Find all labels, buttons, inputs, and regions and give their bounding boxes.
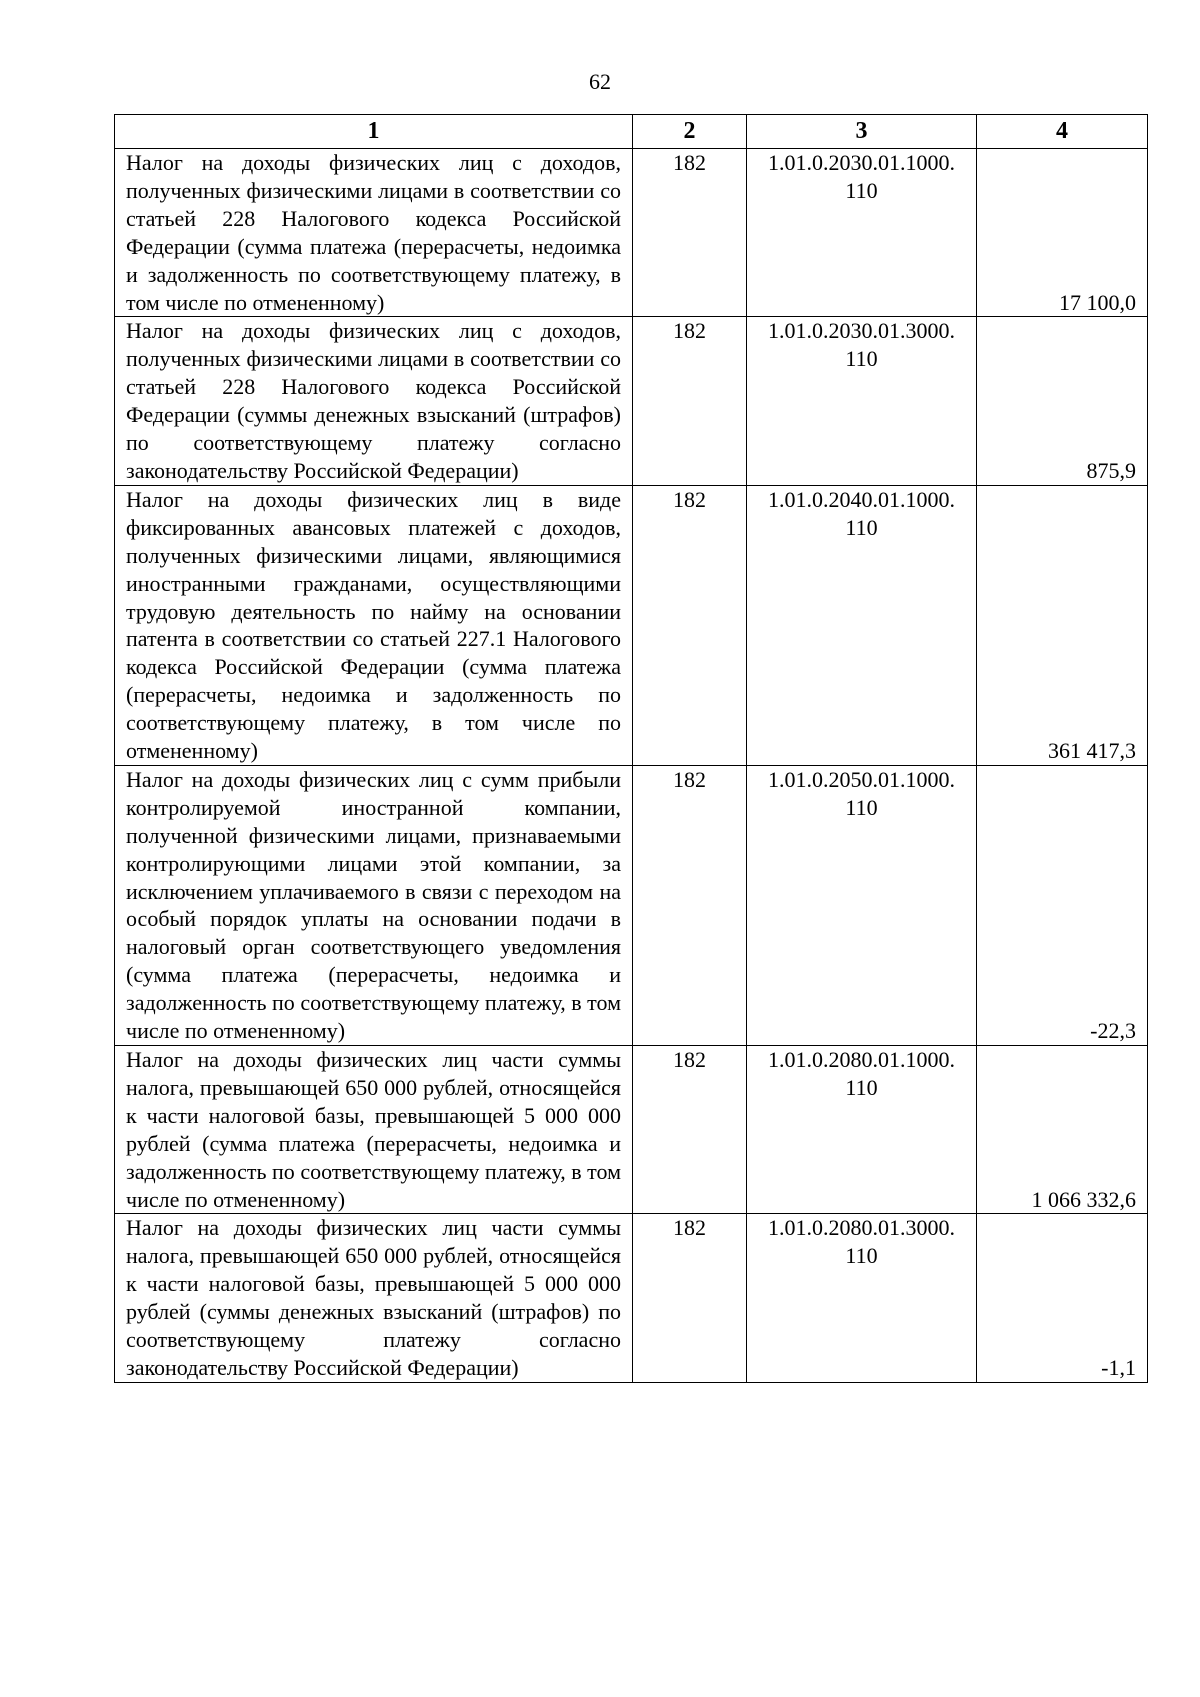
admin-code-cell: 182 <box>633 149 747 317</box>
code-line-2: 110 <box>845 177 878 203</box>
admin-code-cell: 182 <box>633 485 747 765</box>
column-header-2: 2 <box>633 115 747 149</box>
classification-code-cell <box>747 1214 977 1382</box>
page-number: 62 <box>589 69 611 94</box>
revenue-name-cell: Налог на доходы физических лиц с сумм прибыли контролируемой иностранной компании, полученной физическими лицами, признаваемыми контролирующими лицами этой компании, за исключением уплачиваемого в связи с переходом на особый порядок уплаты на основании подачи в налоговый орган соответствующего уведомления (сумма платежа (перерасчеты, недоимка и задолженность по соответствующему платежу, в том числе по отмененному) <box>115 765 633 1045</box>
revenue-name-cell: Налог на доходы физических лиц части суммы налога, превышающей 650 000 рублей, относящейся к части налоговой базы, превышающей 5 000 000 рублей (сумма платежа (перерасчеты, недоимка и задолженность по соответствующему платежу, в том числе по отмененному) <box>115 1046 633 1214</box>
budget-revenue-table <box>114 114 1148 1383</box>
code-line-2: 110 <box>845 794 878 820</box>
amount-cell: 17 100,0 <box>977 149 1148 317</box>
revenue-name-cell: Налог на доходы физических лиц с доходов, полученных физическими лицами в соответствии со статьей 228 Налогового кодекса Российской Федерации (суммы денежных взысканий (штрафов) по соответствующему платежу согласно законодательству Российской Федерации) <box>115 317 633 485</box>
table-row <box>115 485 1148 765</box>
code-line-1: 1.01.0.2080.01.3000. <box>768 1215 955 1241</box>
amount-cell: -22,3 <box>977 765 1148 1045</box>
admin-code-cell: 182 <box>633 1046 747 1214</box>
column-header-1: 1 <box>115 115 633 149</box>
classification-code-cell <box>747 149 977 317</box>
code-line-1: 1.01.0.2050.01.1000. <box>768 766 955 792</box>
table-row <box>115 1046 1148 1214</box>
amount-cell: 875,9 <box>977 317 1148 485</box>
admin-code-cell: 182 <box>633 317 747 485</box>
table-row <box>115 1214 1148 1382</box>
code-line-1: 1.01.0.2030.01.1000. <box>768 150 955 175</box>
admin-code-cell: 182 <box>633 1214 747 1382</box>
table-row <box>115 317 1148 485</box>
admin-code-cell: 182 <box>633 765 747 1045</box>
revenue-name-cell: Налог на доходы физических лиц в виде фиксированных авансовых платежей с доходов, полученных физическими лицами, являющимися иностранными гражданами, осуществляющими трудовую деятельность по найму на основании патента в соответствии со статьей 227.1 Налогового кодекса Российской Федерации (сумма платежа (перерасчеты, недоимка и задолженность по соответствующему платежу, в том числе по отмененному) <box>115 485 633 765</box>
revenue-name-cell: Налог на доходы физических лиц с доходов, полученных физическими лицами в соответствии со статьей 228 Налогового кодекса Российской Федерации (сумма платежа (перерасчеты, недоимка и задолженность по соответствующему платежу, в том числе по отмененному) <box>115 149 633 317</box>
amount-cell: 361 417,3 <box>977 485 1148 765</box>
column-header-4: 4 <box>977 115 1148 149</box>
code-line-2: 110 <box>845 1243 878 1269</box>
code-line-1: 1.01.0.2040.01.1000. <box>768 486 955 512</box>
amount-cell: 1 066 332,6 <box>977 1046 1148 1214</box>
column-header-3: 3 <box>747 115 977 149</box>
code-line-1: 1.01.0.2080.01.1000. <box>768 1047 955 1072</box>
classification-code-cell <box>747 1046 977 1214</box>
classification-code-cell <box>747 485 977 765</box>
table-row <box>115 765 1148 1045</box>
code-line-2: 110 <box>845 346 878 372</box>
table-header-row <box>115 115 1148 149</box>
code-line-2: 110 <box>845 514 878 540</box>
revenue-name-cell: Налог на доходы физических лиц части суммы налога, превышающей 650 000 рублей, относящейся к части налоговой базы, превышающей 5 000 000 рублей (суммы денежных взысканий (штрафов) по соответствующему платежу согласно законодательству Российской Федерации) <box>115 1214 633 1382</box>
code-line-2: 110 <box>845 1074 878 1100</box>
amount-cell: -1,1 <box>977 1214 1148 1382</box>
table-row <box>115 149 1148 317</box>
code-line-1: 1.01.0.2030.01.3000. <box>768 318 955 344</box>
classification-code-cell <box>747 317 977 485</box>
classification-code-cell <box>747 765 977 1045</box>
